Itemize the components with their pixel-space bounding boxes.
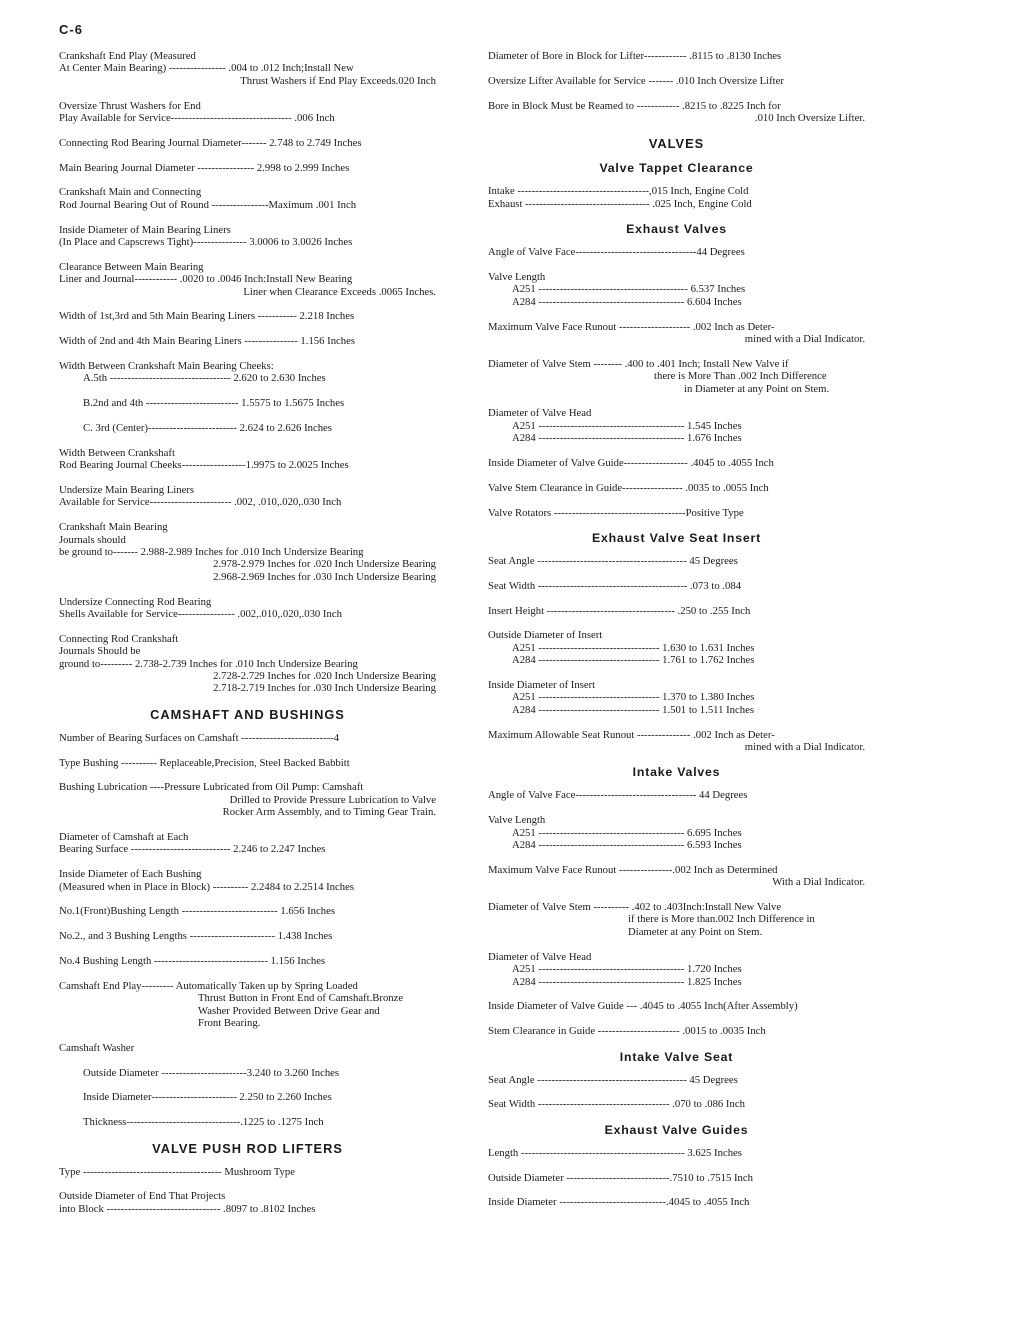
exhaust-valves-heading: Exhaust Valves — [626, 222, 727, 237]
exh-head-a284: A284 ----------------------------------------- 1.676 Inches — [512, 432, 742, 445]
washer-od-spec: Outside Diameter ------------------------3.240 to 3.260 Inches — [83, 1066, 340, 1079]
insert-id-a284: A284 ---------------------------------- 1.501 to 1.511 Inches — [512, 703, 755, 716]
liner-id-label: Inside Diameter of Main Bearing Liners — [59, 223, 231, 236]
lifter-od-label: Outside Diameter of End That Projects — [59, 1190, 226, 1203]
int-stem-clearance-spec: Stem Clearance in Guide ----------------------- .0015 to .0035 Inch — [488, 1025, 766, 1038]
int-stem-line2: if there is More than.002 Inch Difference in — [628, 913, 815, 926]
insert-od-a251: A251 ---------------------------------- 1.630 to 1.631 Inches — [512, 641, 755, 654]
guide-length-spec: Length ---------------------------------------------- 3.625 Inches — [488, 1146, 742, 1159]
main-grind-030: 2.968-2.969 Inches for .030 Inch Undersize Bearing — [213, 570, 436, 583]
guide-id-spec: Inside Diameter ------------------------------.4045 to .4055 Inch — [488, 1196, 750, 1209]
liner-clearance-note: Liner when Clearance Exceeds .0065 Inches. — [243, 285, 436, 298]
exh-length-a284: A284 ----------------------------------------- 6.604 Inches — [512, 295, 742, 308]
lifter-type-spec: Type --------------------------------------- Mushroom Type — [59, 1165, 295, 1178]
undersize-rod-label: Undersize Connecting Rod Bearing — [59, 595, 212, 608]
lifters-heading: VALVE PUSH ROD LIFTERS — [152, 1140, 343, 1156]
exh-head-label: Diameter of Valve Head — [488, 407, 592, 420]
cheeks-b: B.2nd and 4th -------------------------- 1.5575 to 1.5675 Inches — [83, 397, 345, 410]
int-stem-spec: Diameter of Valve Stem ---------- .402 to .403Inch:Install New Valve — [488, 901, 782, 914]
intake-valves-heading: Intake Valves — [632, 765, 721, 780]
camshaft-heading: CAMSHAFT AND BUSHINGS — [150, 706, 345, 722]
right-column — [488, 36, 865, 1209]
width-24-spec: Width of 2nd and 4th Main Bearing Liners --------------- 1.156 Inches — [59, 335, 356, 348]
ream-note: .010 Inch Oversize Lifter. — [754, 112, 865, 124]
cam-end-play-line4: Front Bearing. — [198, 1017, 261, 1030]
bushing4-spec: No.4 Bushing Length -------------------------------- 1.156 Inches — [59, 955, 326, 968]
bushing-id-value: (Measured when in Place in Block) ---------- 2.2484 to 2.2514 Inches — [59, 880, 355, 893]
cheeks-c: C. 3rd (Center)------------------------- 2.624 to 2.626 Inches — [83, 422, 332, 435]
washer-id-spec: Inside Diameter------------------------ 2.250 to 2.260 Inches — [83, 1091, 332, 1104]
guide-od-spec: Outside Diameter -----------------------------.7510 to .7515 Inch — [488, 1171, 753, 1184]
conn-rod-journal-spec: Connecting Rod Bearing Journal Diameter------- 2.748 to 2.749 Inches — [59, 136, 362, 149]
liner-clearance-label: Clearance Between Main Bearing — [59, 260, 204, 273]
int-head-a284: A284 ----------------------------------------- 1.825 Inches — [512, 975, 742, 988]
intake-seat-heading: Intake Valve Seat — [619, 1049, 734, 1064]
liner-id-value: (In Place and Capscrews Tight)--------------- 3.0006 to 3.0026 Inches — [59, 236, 353, 249]
int-length-a284: A284 ----------------------------------------- 6.593 Inches — [512, 839, 742, 852]
insert-id-a251: A251 ---------------------------------- 1.370 to 1.380 Inches — [512, 691, 755, 704]
oversize-thrust-value: Play Available for Service---------------------------------- .006 Inch — [59, 112, 335, 125]
exh-guide-id-spec: Inside Diameter of Valve Guide------------------ .4045 to .4055 Inch — [488, 457, 774, 470]
cheeks-label: Width Between Crankshaft Main Bearing Cheeks: — [59, 360, 274, 373]
undersize-main-value: Available for Service----------------------- .002, .010,.020,.030 Inch — [59, 496, 342, 509]
rod-grind-020: 2.728-2.729 Inches for .020 Inch Undersize Bearing — [213, 670, 436, 683]
main-grind-010: be ground to------- 2.988-2.989 Inches for .010 Inch Undersize Bearing — [59, 546, 364, 559]
out-of-round-value: Rod Journal Bearing Out of Round ----------------Maximum .001 Inch — [59, 198, 357, 211]
exh-runout-note: mined with a Dial Indicator. — [744, 333, 865, 346]
tappet-intake: Intake -------------------------------------,015 Inch, Engine Cold — [488, 185, 749, 198]
cam-end-play-line3: Washer Provided Between Drive Gear and — [198, 1004, 380, 1017]
cam-diameter-label: Diameter of Camshaft at Each — [59, 831, 189, 844]
int-face-angle-spec: Angle of Valve Face---------------------------------- 44 Degrees — [488, 789, 748, 802]
left-column — [59, 36, 436, 1215]
int-seat-width-spec: Seat Width ------------------------------------- .070 to .086 Inch — [488, 1098, 745, 1111]
int-runout-spec: Maximum Valve Face Runout ---------------.002 Inch as Determined — [488, 863, 778, 876]
rod-grind-030: 2.718-2.719 Inches for .030 Inch Undersize Bearing — [213, 682, 436, 695]
exh-stem-spec: Diameter of Valve Stem -------- .400 to .401 Inch; Install New Valve if — [488, 357, 789, 370]
bushing1-spec: No.1(Front)Bushing Length --------------------------- 1.656 Inches — [59, 905, 335, 918]
exh-stem-line3: in Diameter at any Point on Stem. — [684, 382, 830, 395]
int-guide-id-spec: Inside Diameter of Valve Guide --- .4045 to .4055 Inch(After Assembly) — [488, 1000, 798, 1013]
undersize-rod-value: Shells Available for Service---------------- .002,.010,.020,.030 Inch — [59, 608, 342, 621]
cam-end-play-spec: Camshaft End Play--------- Automatically Taken up by Spring Loaded — [59, 979, 358, 992]
cam-washer-label: Camshaft Washer — [59, 1041, 135, 1054]
undersize-main-label: Undersize Main Bearing Liners — [59, 484, 195, 497]
seat-width-spec: Seat Width ------------------------------------------ .073 to .084 — [488, 579, 742, 592]
seat-runout-note: mined with a Dial Indicator. — [744, 741, 865, 754]
crank-end-play-value: At Center Main Bearing) ---------------- .004 to .012 Inch;Install New — [59, 62, 354, 75]
liner-clearance-value: Liner and Journal------------ .0020 to .0046 Inch:Install New Bearing — [59, 273, 353, 286]
int-stem-line3: Diameter at any Point on Stem. — [628, 925, 763, 938]
bushing-lube-line2: Drilled to Provide Pressure Lubrication to Valve — [229, 793, 436, 806]
seat-runout-spec: Maximum Allowable Seat Runout --------------- .002 Inch as Deter- — [488, 728, 775, 741]
type-bushing-spec: Type Bushing ---------- Replaceable,Precision, Steel Backed Babbitt — [59, 756, 350, 769]
lifter-od-value: into Block -------------------------------- .8097 to .8102 Inches — [59, 1202, 316, 1215]
cam-end-play-line2: Thrust Button in Front End of Camshaft.Bronze — [198, 992, 404, 1005]
int-length-a251: A251 ----------------------------------------- 6.695 Inches — [512, 826, 742, 839]
exhaust-guides-heading: Exhaust Valve Guides — [604, 1122, 749, 1137]
insert-id-label: Inside Diameter of Insert — [488, 679, 596, 692]
main-journal-spec: Main Bearing Journal Diameter ---------------- 2.998 to 2.999 Inches — [59, 161, 350, 174]
insert-od-label: Outside Diameter of Insert — [488, 629, 603, 642]
insert-height-spec: Insert Height ------------------------------------ .250 to .255 Inch — [488, 604, 751, 617]
rod-grind-label2: Journals Should be — [59, 645, 141, 658]
cam-diameter-value: Bearing Surface ---------------------------- 2.246 to 2.247 Inches — [59, 843, 326, 856]
out-of-round-label: Crankshaft Main and Connecting — [59, 186, 202, 199]
rod-cheeks-value: Rod Bearing Journal Cheeks------------------1.9975 to 2.0025 Inches — [59, 459, 349, 472]
exh-stem-clearance-spec: Valve Stem Clearance in Guide----------------- .0035 to .0055 Inch — [488, 481, 769, 494]
exh-face-angle-spec: Angle of Valve Face----------------------------------44 Degrees — [488, 246, 745, 259]
main-grind-label: Crankshaft Main Bearing — [59, 521, 168, 534]
rod-cheeks-label: Width Between Crankshaft — [59, 446, 175, 459]
valves-heading: VALVES — [648, 136, 705, 152]
exhaust-insert-heading: Exhaust Valve Seat Insert — [591, 531, 761, 546]
exh-length-a251: A251 ------------------------------------------ 6.537 Inches — [512, 283, 746, 296]
main-grind-020: 2.978-2.979 Inches for .020 Inch Undersize Bearing — [213, 558, 436, 571]
int-head-label: Diameter of Valve Head — [488, 950, 592, 963]
oversize-thrust-label: Oversize Thrust Washers for End — [59, 99, 201, 112]
page-number: C-6 — [59, 22, 83, 37]
main-grind-label2: Journals should — [59, 533, 126, 546]
tappet-heading: Valve Tappet Clearance — [599, 161, 754, 176]
crank-end-play-label: Crankshaft End Play (Measured — [59, 50, 196, 62]
bore-diameter-spec: Diameter of Bore in Block for Lifter------------ .8115 to .8130 Inches — [488, 50, 782, 62]
valve-rotators-spec: Valve Rotators -------------------------------------Positive Type — [488, 506, 744, 519]
rod-grind-label: Connecting Rod Crankshaft — [59, 632, 179, 645]
int-seat-angle-spec: Seat Angle ------------------------------------------ 45 Degrees — [488, 1073, 738, 1086]
ream-spec: Bore in Block Must be Reamed to ------------ .8215 to .8225 Inch for — [488, 99, 781, 112]
exh-runout-spec: Maximum Valve Face Runout -------------------- .002 Inch as Deter- — [488, 320, 775, 333]
int-length-label: Valve Length — [488, 814, 546, 827]
bushing-lube-line3: Rocker Arm Assembly, and to Timing Gear Train. — [222, 806, 436, 819]
bushing23-spec: No.2., and 3 Bushing Lengths ------------------------ 1.438 Inches — [59, 930, 333, 943]
width-135-spec: Width of 1st,3rd and 5th Main Bearing Liners ----------- 2.218 Inches — [59, 310, 355, 323]
int-runout-note: With a Dial Indicator. — [772, 876, 865, 889]
washer-thickness-spec: Thickness--------------------------------.1225 to .1275 Inch — [83, 1116, 324, 1129]
crank-end-play-note: Thrust Washers if End Play Exceeds.020 Inch — [240, 74, 436, 87]
bearing-surfaces-spec: Number of Bearing Surfaces on Camshaft --------------------------4 — [59, 731, 340, 744]
exh-length-label: Valve Length — [488, 271, 546, 284]
bushing-lube-spec: Bushing Lubrication ----Pressure Lubricated from Oil Pump: Camshaft — [59, 781, 364, 794]
exh-stem-line2: there is More Than .002 Inch Difference — [654, 370, 827, 383]
rod-grind-010: ground to--------- 2.738-2.739 Inches for .010 Inch Undersize Bearing — [59, 657, 358, 670]
bushing-id-label: Inside Diameter of Each Bushing — [59, 868, 202, 881]
int-head-a251: A251 ----------------------------------------- 1.720 Inches — [512, 963, 742, 976]
insert-od-a284: A284 ---------------------------------- 1.761 to 1.762 Inches — [512, 654, 755, 667]
seat-angle-spec: Seat Angle ------------------------------------------ 45 Degrees — [488, 555, 738, 568]
exh-head-a251: A251 ----------------------------------------- 1.545 Inches — [512, 419, 742, 432]
tappet-exhaust: Exhaust ----------------------------------- .025 Inch, Engine Cold — [488, 197, 752, 210]
oversize-lifter-spec: Oversize Lifter Available for Service ------- .010 Inch Oversize Lifter — [488, 74, 784, 87]
cheeks-a: A.5th ---------------------------------- 2.620 to 2.630 Inches — [83, 372, 326, 385]
